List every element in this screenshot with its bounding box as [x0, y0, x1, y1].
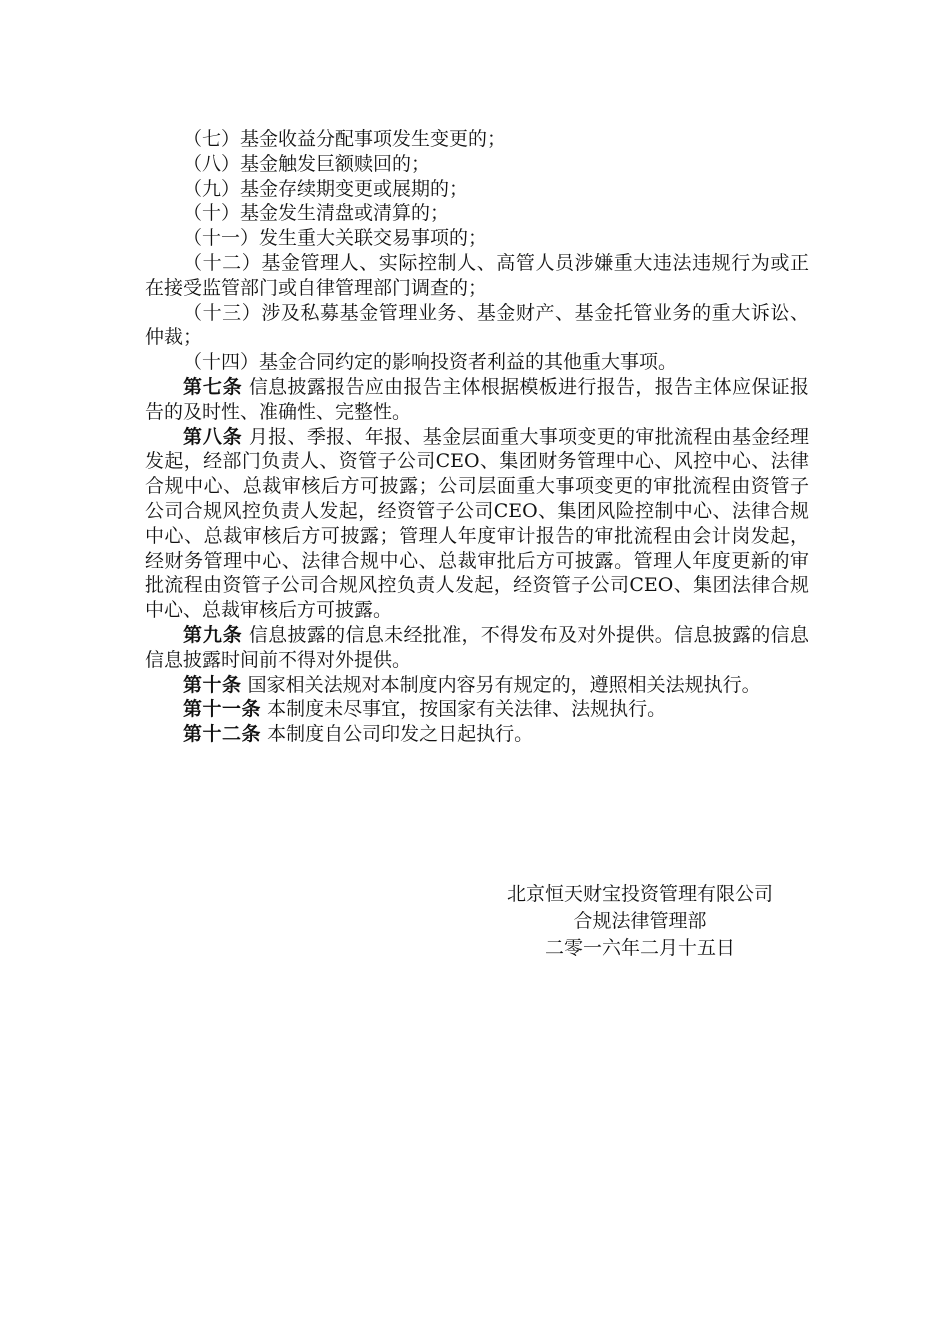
list-item: （十一）发生重大关联交易事项的；	[183, 227, 488, 250]
issue-date: 二零一六年二月十五日	[544, 937, 735, 959]
list-item: （十四）基金合同约定的影响投资者利益的其他重大事项。	[183, 351, 678, 374]
article-text: 信息披露报告应由报告主体根据模板进行报告，报告主体应保证报告的及时性、准确性、完整性。	[145, 375, 809, 423]
article-8	[145, 425, 809, 623]
list-item: （七）基金收益分配事项发生变更的；	[183, 128, 507, 150]
article-10	[145, 673, 809, 698]
article-text: 信息披露的信息未经批准，不得发布及对外提供。信息披露的信息信息披露时间前不得对外提供。	[145, 623, 809, 671]
article-title: 第九条	[183, 623, 243, 646]
company-name: 北京恒天财宝投资管理有限公司	[506, 883, 773, 905]
article-9	[145, 623, 809, 673]
signature-block	[470, 881, 810, 962]
department-name: 合规法律管理部	[573, 910, 707, 932]
article-text: 本制度自公司印发之日起执行。	[267, 723, 534, 746]
article-text: 国家相关法规对本制度内容另有规定的，遵照相关法规执行。	[247, 673, 761, 696]
article-12	[145, 722, 809, 747]
article-text: 月报、季报、年报、基金层面重大事项变更的审批流程由基金经理发起，经部门负责人、资管子公司CEO、集团财务管理中心、风控中心、法律合规中心、总裁审核后方可披露；公司层面重大事项变更的审批流程由资管子公司合规风控负责人发起，经资管子公司CEO、集团风险控制中心、法律合规中心、总裁审核后方可披露；管理人年度审计报告的审批流程由会计岗发起，经财务管理中心、法律合规中心、总裁审批后方可披露。管理人年度更新的审批流程由资管子公司合规风控负责人发起，经资管子公司CEO、集团法律合规中心、总裁审核后方可披露。	[145, 425, 809, 622]
article-title: 第七条	[183, 375, 243, 398]
list-item: （十三）涉及私募基金管理业务、基金财产、基金托管业务的重大诉讼、仲裁；	[145, 301, 809, 349]
article-title: 第十一条	[183, 698, 262, 721]
list-item: （八）基金触发巨额赎回的；	[183, 152, 431, 175]
article-7	[145, 375, 809, 425]
article-title: 第十条	[183, 673, 242, 696]
article-title: 第八条	[183, 425, 243, 448]
article-11	[145, 697, 809, 722]
list-item: （十二）基金管理人、实际控制人、高管人员涉嫌重大违法违规行为或正在接受监管部门或自律管理部门调查的；	[145, 251, 809, 299]
list-item: （九）基金存续期变更或展期的；	[183, 177, 469, 200]
article-title: 第十二条	[183, 723, 262, 746]
list-item: （十）基金发生清盘或清算的；	[183, 202, 450, 225]
article-text: 本制度未尽事宜，按国家有关法律、法规执行。	[267, 698, 667, 721]
document-body	[145, 127, 809, 747]
